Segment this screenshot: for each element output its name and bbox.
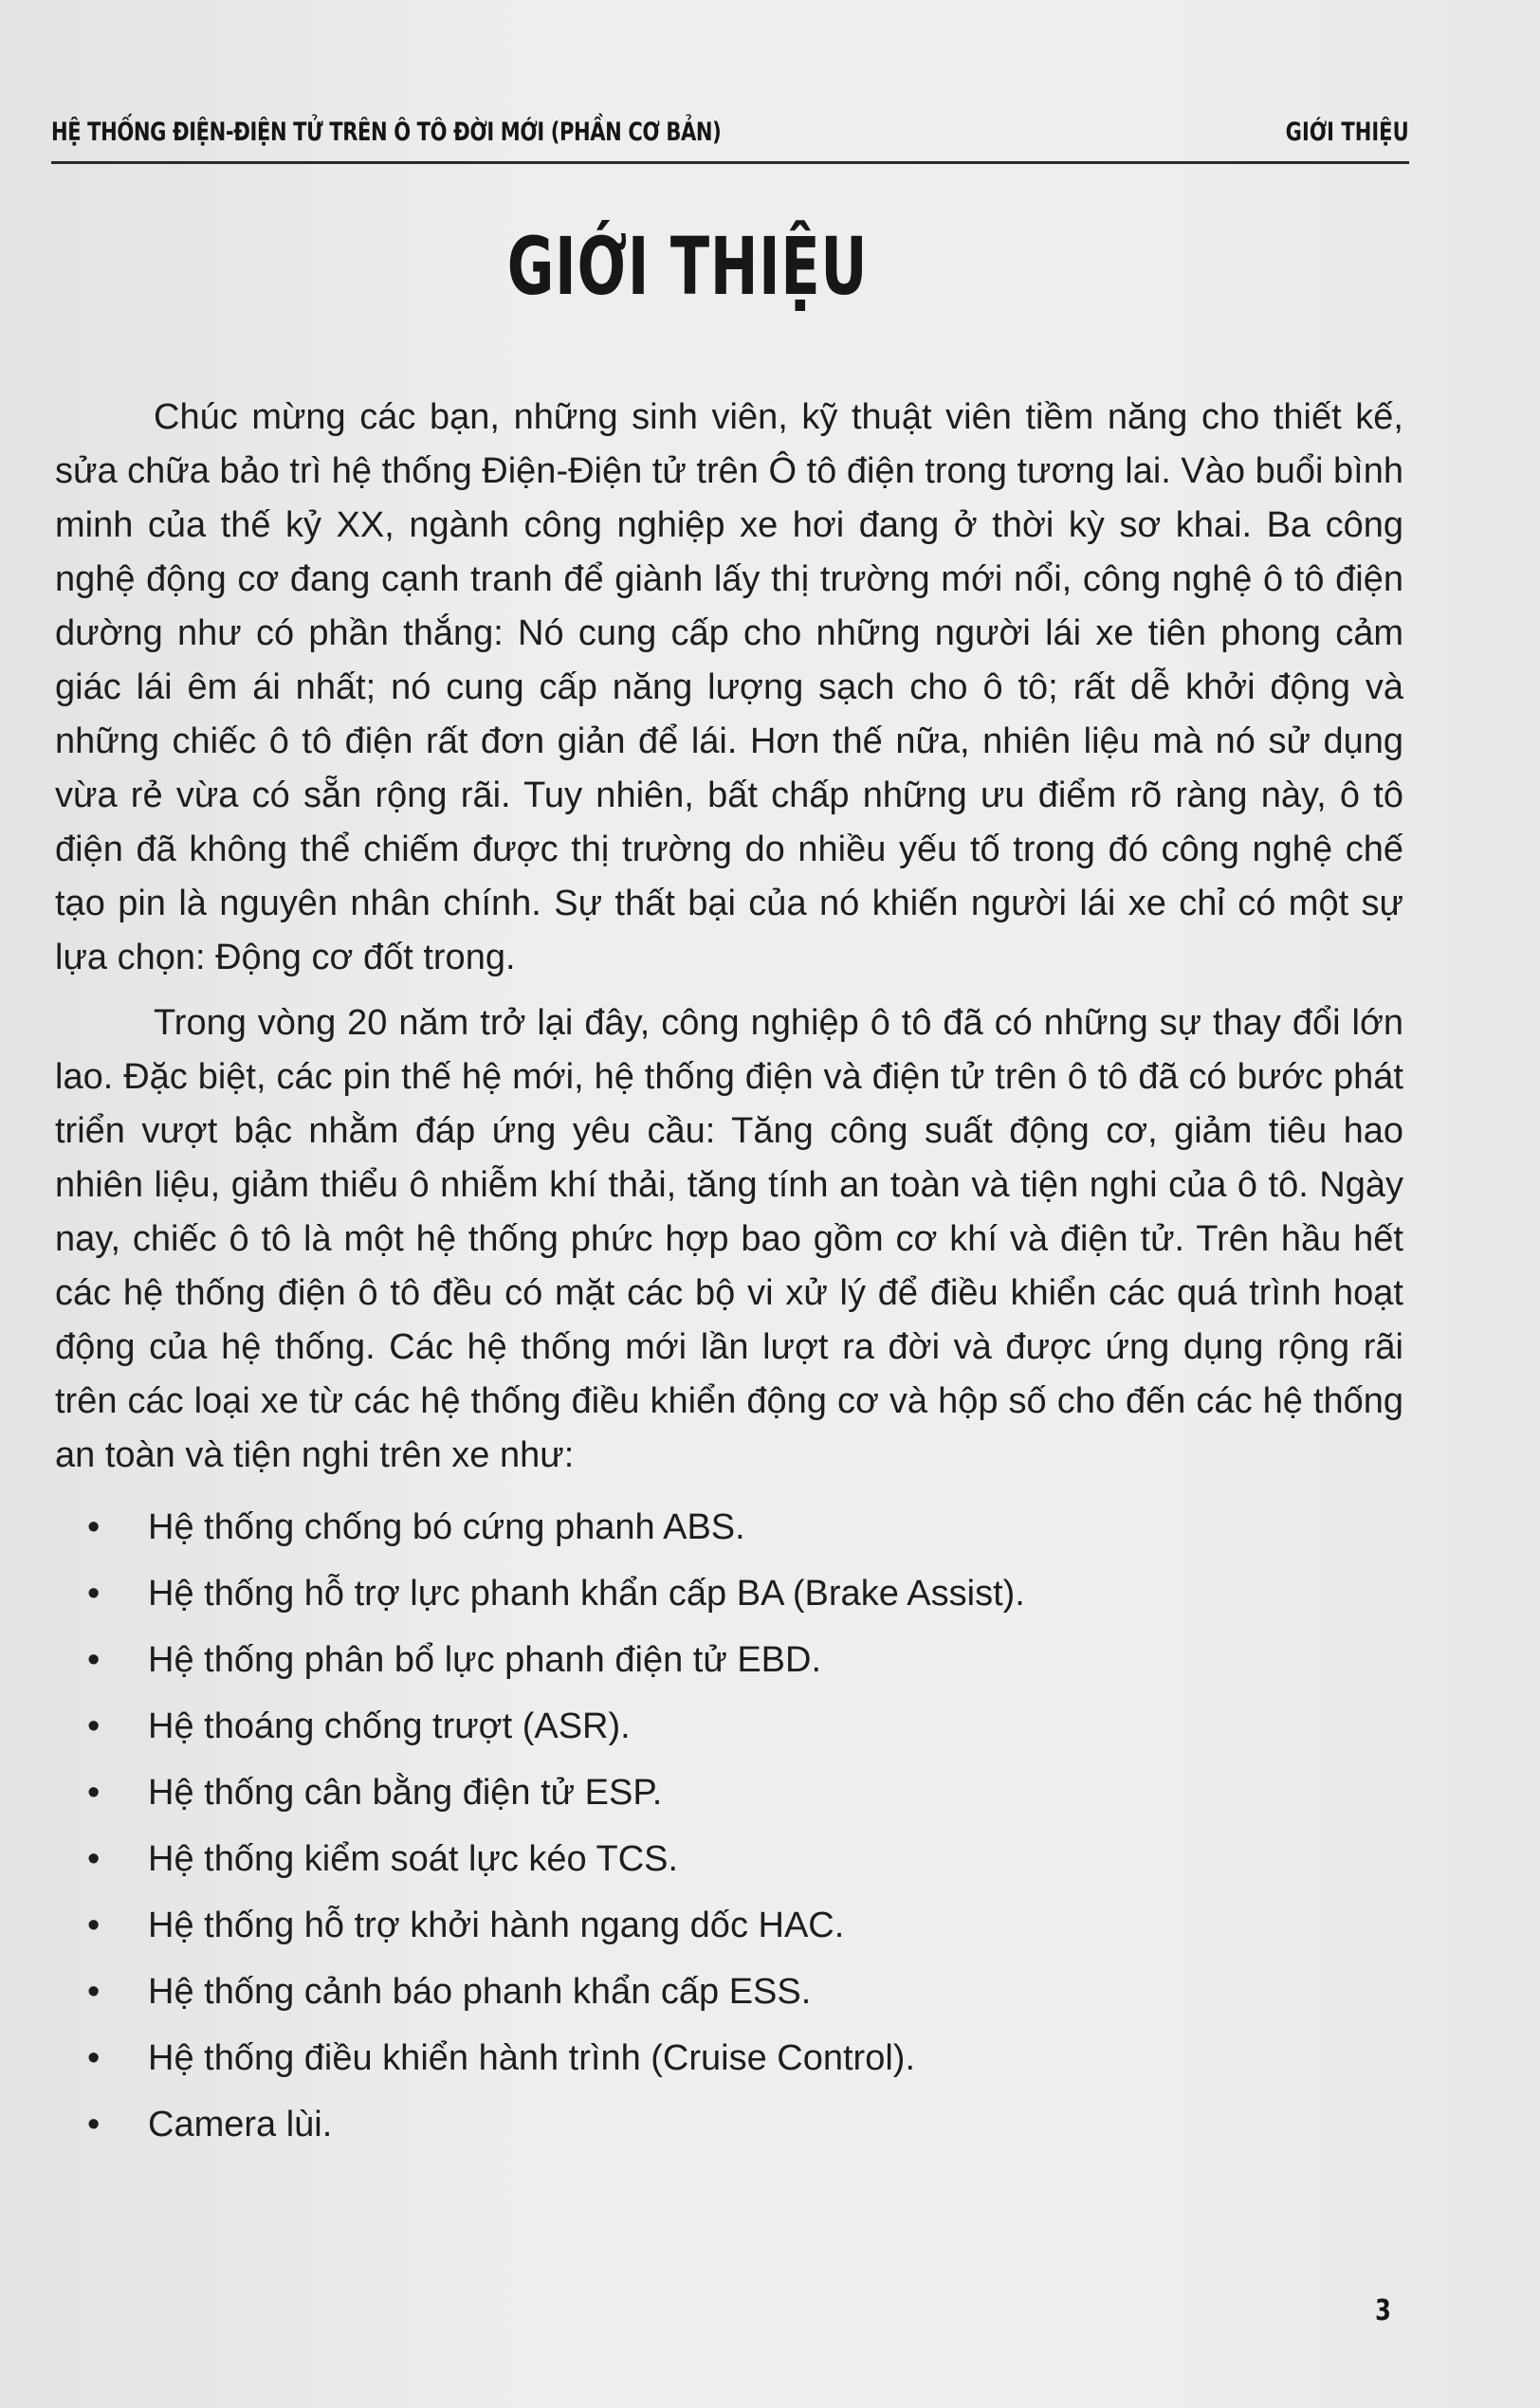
list-item-text: Hệ thống chống bó cứng phanh ABS. xyxy=(148,1507,745,1547)
list-item-text: Hệ thống phân bổ lực phanh điện tử EBD. xyxy=(148,1640,822,1680)
bullet-icon: • xyxy=(87,1507,101,1547)
running-header xyxy=(51,112,1409,167)
header-rule xyxy=(51,161,1409,164)
list-item-text: Hệ thống hỗ trợ lực phanh khẩn cấp BA (Brake Assist). xyxy=(148,1574,1025,1614)
list-item-text: Hệ thoáng chống trượt (ASR). xyxy=(148,1706,631,1746)
list-item-text: Hệ thống hỗ trợ khởi hành ngang dốc HAC. xyxy=(148,1906,845,1945)
list-item xyxy=(55,1760,1403,1826)
paragraph: Chúc mừng các bạn, những sinh viên, kỹ thuật viên tiềm năng cho thiết kế, sửa chữa bảo trì hệ thống Điện-Điện tử trên Ô tô điện trong tương lai. Vào buổi bình minh của thế kỷ XX, ngành công nghiệp xe hơi đang ở thời kỳ sơ khai. Ba công nghệ động cơ đang cạnh tranh để giành lấy thị trường mới nổi, công nghệ ô tô điện dường như có phần thắng: Nó cung cấp cho những người lái xe tiên phong cảm giác lái êm ái nhất; nó cung cấp năng lượng sạch cho ô tô; rất dễ khởi động và những chiếc ô tô điện rất đơn giản để lái. Hơn thế nữa, nhiên liệu mà nó sử dụng vừa rẻ vừa có sẵn rộng rãi. Tuy nhiên, bất chấp những ưu điểm rõ ràng này, ô tô điện đã không thể chiếm được thị trường do nhiều yếu tố trong đó công nghệ chế tạo pin là nguyên nhân chính. Sự thất bại của nó khiến người lái xe chỉ có một sự lựa chọn: Động cơ đốt trong. xyxy=(55,397,1403,977)
list-item-text: Hệ thống cân bằng điện tử ESP. xyxy=(148,1773,663,1813)
paragraph: Trong vòng 20 năm trở lại đây, công nghiệp ô tô đã có những sự thay đổi lớn lao. Đặc biệt, các pin thế hệ mới, hệ thống điện và điện tử trên ô tô đã có bước phát triển vượt bậc nhằm đáp ứng yêu cầu: Tăng công suất động cơ, giảm tiêu hao nhiên liệu, giảm thiểu ô nhiễm khí thải, tăng tính an toàn và tiện nghi của ô tô. Ngày nay, chiếc ô tô là một hệ thống phức hợp bao gồm cơ khí và điện tử. Trên hầu hết các hệ thống điện ô tô đều có mặt các bộ vi xử lý để điều khiển các quá trình hoạt động của hệ thống. Các hệ thống mới lần lượt ra đời và được ứng dụng rộng rãi trên các loại xe từ các hệ thống điều khiển động cơ và hộp số cho đến các hệ thống an toàn và tiện nghi trên xe như: xyxy=(55,1003,1403,1475)
bullet-icon: • xyxy=(87,2105,101,2144)
system-list xyxy=(55,1494,1403,2158)
bullet-icon: • xyxy=(87,1640,101,1680)
bullet-icon: • xyxy=(87,1839,101,1879)
list-item xyxy=(55,1892,1403,1959)
header-book-title: HỆ THỐNG ĐIỆN-ĐIỆN TỬ TRÊN Ô TÔ ĐỜI MỚI (PHẦN CƠ BẢN) xyxy=(51,118,722,147)
list-item-text: Hệ thống cảnh báo phanh khẩn cấp ESS. xyxy=(148,1972,812,2012)
bullet-icon: • xyxy=(87,1906,101,1945)
page-title: GIỚI THIỆU xyxy=(506,220,869,313)
bullet-icon: • xyxy=(87,1972,101,2012)
body-text xyxy=(55,391,1403,2158)
list-item-text: Camera lùi. xyxy=(148,2105,333,2144)
list-item xyxy=(55,1560,1403,1627)
page-number: 3 xyxy=(1375,2294,1391,2327)
bullet-icon: • xyxy=(87,2038,101,2078)
header-section-title: GIỚI THIỆU xyxy=(1285,118,1409,147)
bullet-icon: • xyxy=(87,1574,101,1614)
list-item xyxy=(55,1494,1403,1560)
bullet-icon: • xyxy=(87,1773,101,1813)
list-item-text: Hệ thống điều khiển hành trình (Cruise Control). xyxy=(148,2038,916,2078)
list-item xyxy=(55,1826,1403,1892)
list-item xyxy=(55,1959,1403,2025)
list-item xyxy=(55,2025,1403,2091)
list-item xyxy=(55,2091,1403,2158)
list-item-text: Hệ thống kiểm soát lực kéo TCS. xyxy=(148,1839,679,1879)
list-item xyxy=(55,1627,1403,1693)
list-item xyxy=(55,1693,1403,1760)
bullet-icon: • xyxy=(87,1706,101,1746)
